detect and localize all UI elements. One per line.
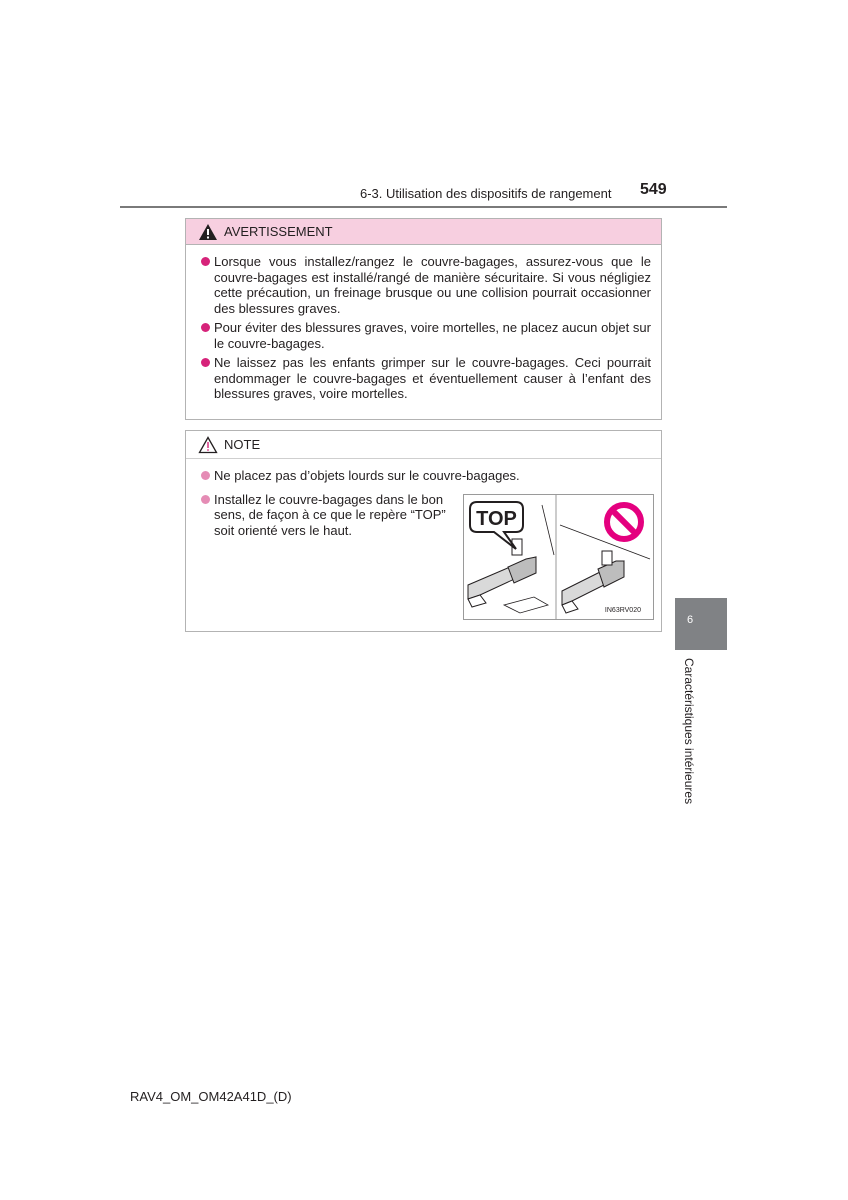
warning-item-text: Pour éviter des blessures graves, voire mortelles, ne placez aucun objet sur le couvre-bagages. xyxy=(214,320,651,351)
list-item xyxy=(201,254,651,316)
warning-item-text: Ne laissez pas les enfants grimper sur le couvre-bagages. Ceci pourrait endommager le couvre-bagages et éventuellement causer à l’enfant des blessures graves, voire mortelles. xyxy=(214,355,651,401)
chapter-label: Caractéristiques intérieures xyxy=(682,658,696,805)
cover-orientation-illustration xyxy=(463,494,654,620)
chapter-label-container xyxy=(682,658,696,818)
bullet-dot-icon xyxy=(201,358,210,367)
caution-triangle-icon xyxy=(198,436,218,454)
note-header xyxy=(186,431,661,459)
correct-installation-panel xyxy=(468,495,554,619)
bullet-dot-icon xyxy=(201,257,210,266)
figure-code: IN63RV020 xyxy=(604,607,641,614)
note-title: NOTE xyxy=(224,437,261,452)
warning-title: AVERTISSEMENT xyxy=(224,224,333,239)
warning-box xyxy=(185,218,662,420)
header-divider xyxy=(120,206,727,208)
warning-list xyxy=(186,245,661,402)
list-item xyxy=(201,468,651,484)
bullet-dot-icon xyxy=(201,495,210,504)
bullet-dot-icon xyxy=(201,471,210,480)
incorrect-installation-panel xyxy=(560,505,650,613)
list-item xyxy=(201,492,454,539)
illustration-svg xyxy=(464,495,653,619)
list-item xyxy=(201,355,651,402)
top-callout-label: TOP xyxy=(476,508,517,530)
page-number: 549 xyxy=(640,181,667,198)
warning-triangle-icon xyxy=(198,223,218,241)
warning-item-text: Lorsque vous installez/rangez le couvre-bagages, assurez-vous que le couvre-bagages est installé/rangé de manière sécuritaire. Si vous négligiez cette précaution, un freinage brusque ou une collision pourrait occasionner des blessures graves. xyxy=(214,254,651,316)
bullet-dot-icon xyxy=(201,323,210,332)
document-code: RAV4_OM_OM42A41D_(D) xyxy=(130,1089,292,1104)
warning-header xyxy=(186,219,661,245)
note-item-text: Installez le couvre-bagages dans le bon sens, de façon à ce que le repère “TOP” soit orienté vers le haut. xyxy=(214,491,446,538)
note-box xyxy=(185,430,662,632)
list-item xyxy=(201,320,651,351)
chapter-tab xyxy=(675,598,727,650)
note-item-text: Ne placez pas d’objets lourds sur le couvre-bagages. xyxy=(214,468,520,483)
section-title: 6-3. Utilisation des dispositifs de rangement xyxy=(360,186,612,201)
chapter-number: 6 xyxy=(687,614,694,626)
